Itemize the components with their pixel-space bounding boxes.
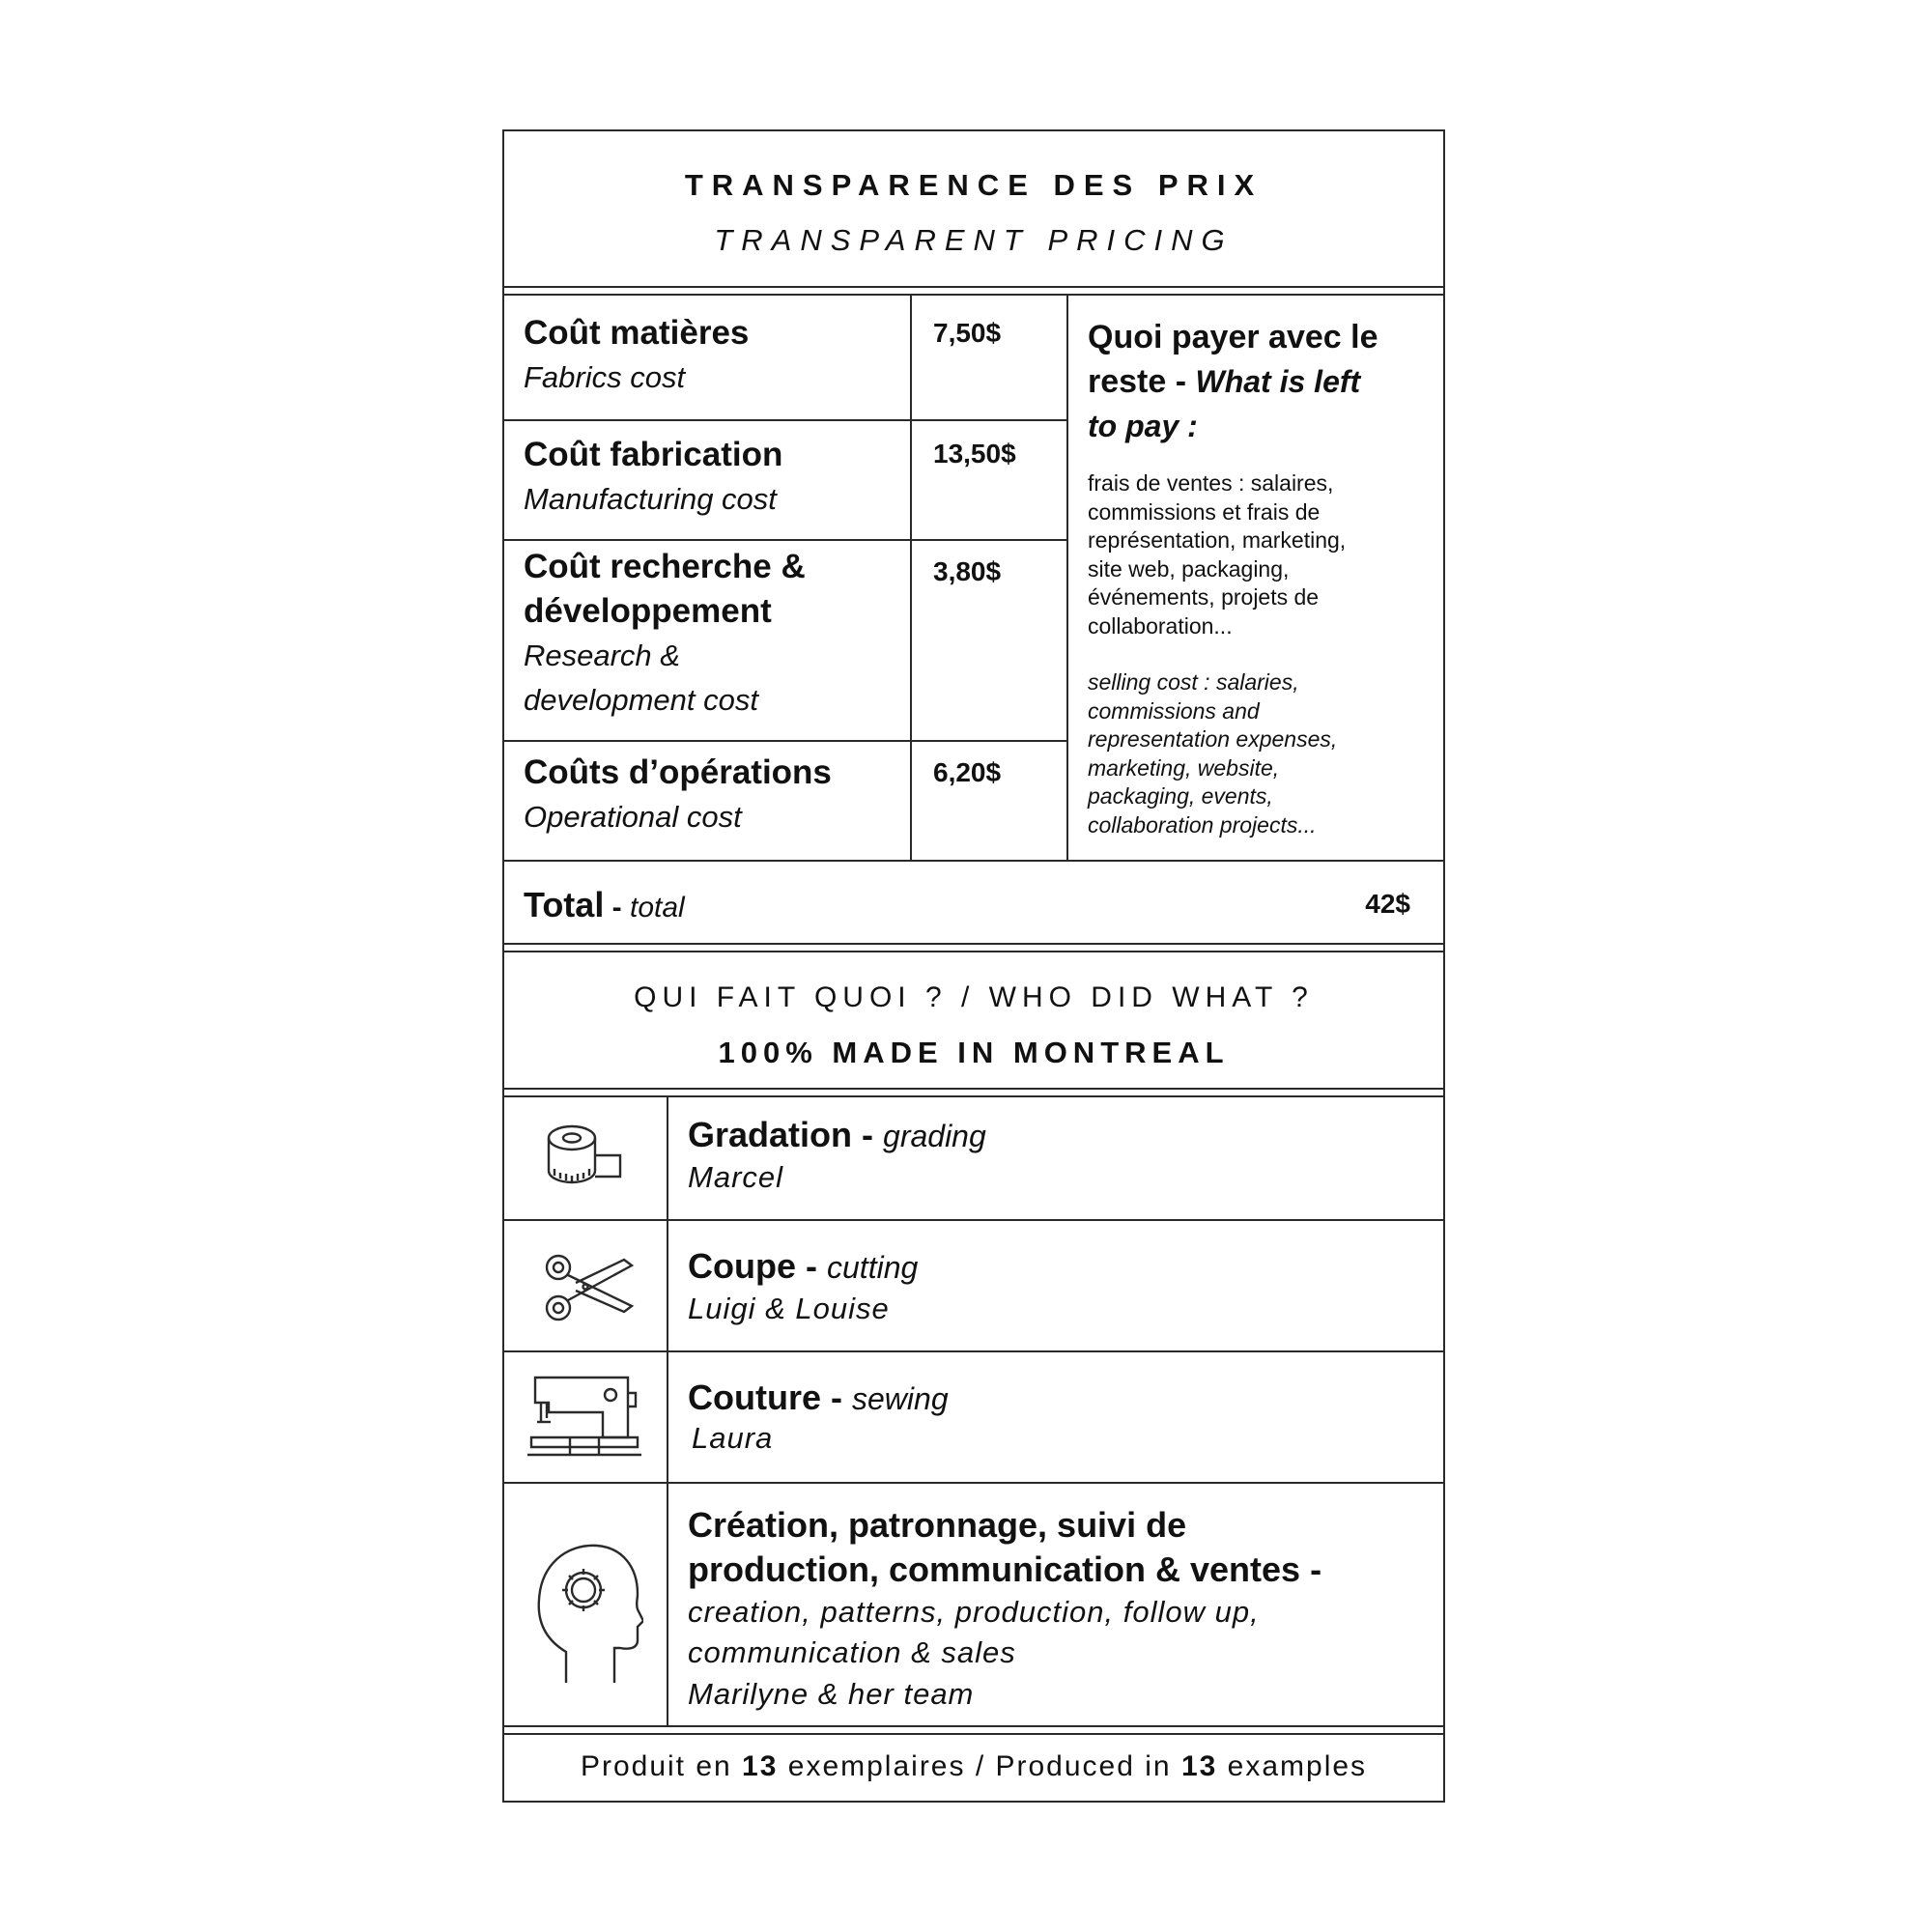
- divider: [504, 419, 1068, 421]
- cost-label-fr: Coûts d’opérations: [524, 753, 832, 791]
- role-person: Marilyne & her team: [688, 1677, 975, 1711]
- cost-label-fr: Coût recherche &: [524, 548, 806, 585]
- role-sewing: [688, 1376, 949, 1456]
- role-title-en: communication & sales: [688, 1635, 1016, 1669]
- cost-label-en: Operational cost: [524, 800, 742, 834]
- title-fr: TRANSPARENCE DES PRIX: [684, 168, 1264, 202]
- measuring-tape-icon: [545, 1122, 626, 1192]
- role-title: Couture - sewing: [688, 1378, 949, 1417]
- cost-row-fabrics: [524, 311, 749, 400]
- divider: [504, 1219, 1443, 1221]
- cost-row-research: [524, 545, 806, 723]
- divider: [504, 1725, 1443, 1727]
- pricing-card: [502, 129, 1445, 1803]
- total-amount: 42$: [1365, 889, 1410, 919]
- divider: [504, 539, 1068, 541]
- role-title-fr: Création, patronnage, suivi de: [688, 1505, 1187, 1545]
- cost-row-manufacturing: [524, 433, 782, 522]
- cost-label-en: Research &: [524, 639, 680, 672]
- cost-label-en: development cost: [524, 683, 758, 717]
- role-grading: [688, 1113, 986, 1195]
- divider: [667, 1095, 668, 1725]
- head-gear-icon: [537, 1540, 643, 1685]
- divider: [504, 286, 1443, 288]
- role-title-fr: production, communication & ventes -: [688, 1549, 1322, 1589]
- divider: [504, 943, 1443, 945]
- cost-label-en: Manufacturing cost: [524, 482, 777, 516]
- who-title: QUI FAIT QUOI ? / WHO DID WHAT ?: [634, 981, 1314, 1013]
- divider: [504, 294, 1443, 296]
- role-title: Coupe - cutting: [688, 1246, 919, 1286]
- cost-label-fr: développement: [524, 592, 772, 630]
- divider: [504, 740, 1068, 742]
- divider: [504, 1350, 1443, 1352]
- cost-label-fr: Coût matières: [524, 314, 750, 352]
- remaining-title-line3: to pay :: [1088, 409, 1198, 443]
- role-cutting: [688, 1244, 918, 1326]
- divider: [504, 1733, 1443, 1735]
- cost-amount: 13,50$: [933, 439, 1016, 469]
- role-title: Gradation - grading: [688, 1115, 986, 1154]
- divider: [504, 951, 1443, 952]
- divider: [1066, 294, 1068, 860]
- remaining-title-line1: Quoi payer avec le: [1088, 319, 1378, 355]
- divider: [504, 860, 1443, 862]
- total-label: Total - total: [524, 885, 685, 924]
- role-person: Luigi & Louise: [688, 1292, 890, 1325]
- divider: [504, 1482, 1443, 1484]
- cost-row-operations: [524, 751, 832, 839]
- remaining-panel: [1088, 315, 1435, 839]
- role-title-en: creation, patterns, production, follow up,: [688, 1595, 1260, 1629]
- divider: [910, 294, 912, 860]
- remaining-text-en: selling cost : salaries, commissions and representation expenses, marketing, website, packaging, events, collaboration projects...: [1088, 669, 1338, 838]
- remaining-text-fr: frais de ventes : salaires, commissions et frais de représentation, marketing, site web, packaging, événements, projets de collaboration...: [1088, 470, 1347, 639]
- role-person: Marcel: [688, 1160, 784, 1194]
- cost-amount: 3,80$: [933, 556, 1002, 586]
- role-person: Laura: [692, 1421, 774, 1455]
- role-creation: [688, 1503, 1321, 1712]
- cost-amount: 7,50$: [933, 318, 1002, 348]
- cost-amount: 6,20$: [933, 757, 1002, 787]
- divider: [504, 1088, 1443, 1090]
- cost-label-en: Fabrics cost: [524, 360, 686, 394]
- sewing-machine-icon: [527, 1374, 643, 1461]
- title-en: TRANSPARENT PRICING: [714, 223, 1234, 257]
- made-in-label: 100% MADE IN MONTREAL: [718, 1036, 1230, 1069]
- scissors-icon: [543, 1252, 636, 1321]
- cost-label-fr: Coût fabrication: [524, 436, 783, 473]
- production-count: Produit en 13 exemplaires / Produced in 13 examples: [580, 1750, 1368, 1782]
- remaining-title-line2: reste - What is left: [1088, 363, 1361, 400]
- divider: [504, 1095, 1443, 1097]
